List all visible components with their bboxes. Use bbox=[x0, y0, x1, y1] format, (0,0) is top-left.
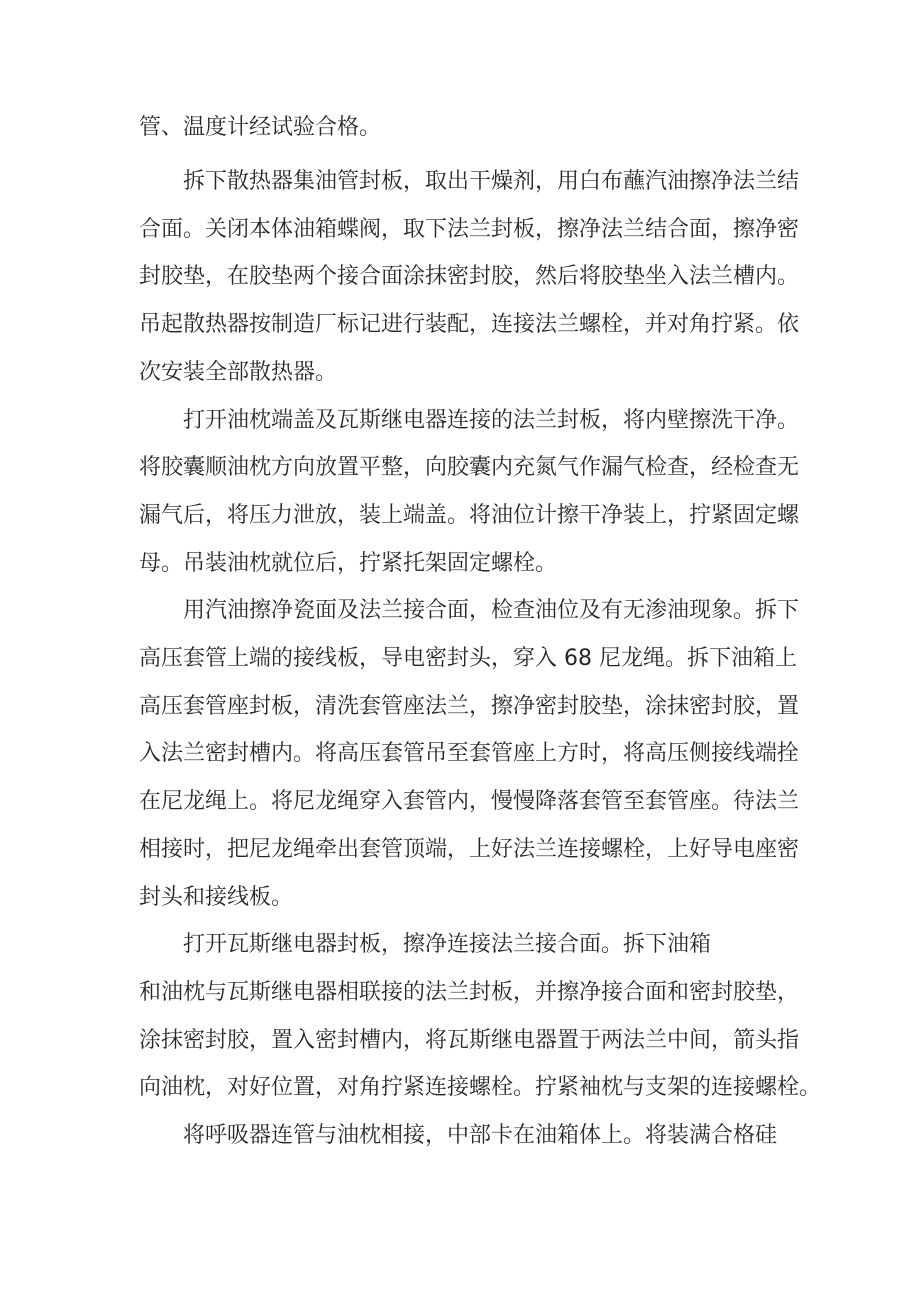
paragraph-line: 将呼吸器连管与油枕相接，中部卡在油箱体上。将装满合格硅 bbox=[183, 1123, 778, 1148]
paragraph-line: 漏气后，将压力泄放，装上端盖。将油位计擦干净装上，拧紧固定螺 bbox=[139, 502, 800, 528]
paragraph-line: 打开瓦斯继电器封板，擦净连接法兰接合面。拆下油箱 bbox=[183, 932, 712, 958]
paragraph-line: 管、温度计经试验合格。 bbox=[139, 115, 382, 140]
paragraph-line: 高压套管座封板，清洗套管座法兰，擦净密封胶垫，涂抹密封胶，置 bbox=[139, 693, 800, 719]
paragraph-line: 次安装全部散热器。 bbox=[139, 359, 338, 385]
paragraph-line: 在尼龙绳上。将尼龙绳穿入套管内，慢慢降落套管至套管座。待法兰 bbox=[139, 789, 800, 815]
paragraph-line: 和油枕与瓦斯继电器相联接的法兰封板，并擦净接合面和密封胶垫， bbox=[139, 979, 800, 1005]
paragraph-line: 封胶垫，在胶垫两个接合面涂抹密封胶，然后将胶垫坐入法兰槽内。 bbox=[139, 264, 800, 290]
paragraph-line: 合面。关闭本体油箱蝶阀，取下法兰封板，擦净法兰结合面，擦净密 bbox=[139, 216, 800, 242]
paragraph-line: 高压套管上端的接线板，导电密封头，穿入 68 尼龙绳。拆下油箱上 bbox=[139, 646, 797, 671]
paragraph-line: 吊起散热器按制造厂标记进行装配，连接法兰螺栓，并对角拧紧。依 bbox=[139, 312, 800, 338]
paragraph-line: 涂抹密封胶，置入密封槽内，将瓦斯继电器置于两法兰中间，箭头指 bbox=[139, 1027, 800, 1053]
paragraph-line: 拆下散热器集油管封板，取出干燥剂，用白布蘸汽油擦净法兰结 bbox=[183, 169, 800, 194]
paragraph-line: 封头和接线板。 bbox=[139, 884, 294, 910]
paragraph-line: 用汽油擦净瓷面及法兰接合面，检查油位及有无渗油现象。拆下 bbox=[183, 598, 800, 624]
paragraph-line: 母。吊装油枕就位后，拧紧托架固定螺栓。 bbox=[139, 550, 558, 576]
paragraph-line: 向油枕，对好位置，对角拧紧连接螺栓。拧紧袖枕与支架的连接螺栓。 bbox=[139, 1075, 822, 1101]
paragraph-line: 打开油枕端盖及瓦斯继电器连接的法兰封板，将内壁擦洗干净。 bbox=[183, 407, 800, 433]
paragraph-line: 相接时，把尼龙绳牵出套管顶端，上好法兰连接螺栓，上好导电座密 bbox=[139, 836, 800, 862]
paragraph-line: 入法兰密封槽内。将高压套管吊至套管座上方时，将高压侧接线端拴 bbox=[139, 741, 800, 767]
paragraph-line: 将胶囊顺油枕方向放置平整，向胶囊内充氮气作漏气检查，经检查无 bbox=[139, 455, 800, 481]
